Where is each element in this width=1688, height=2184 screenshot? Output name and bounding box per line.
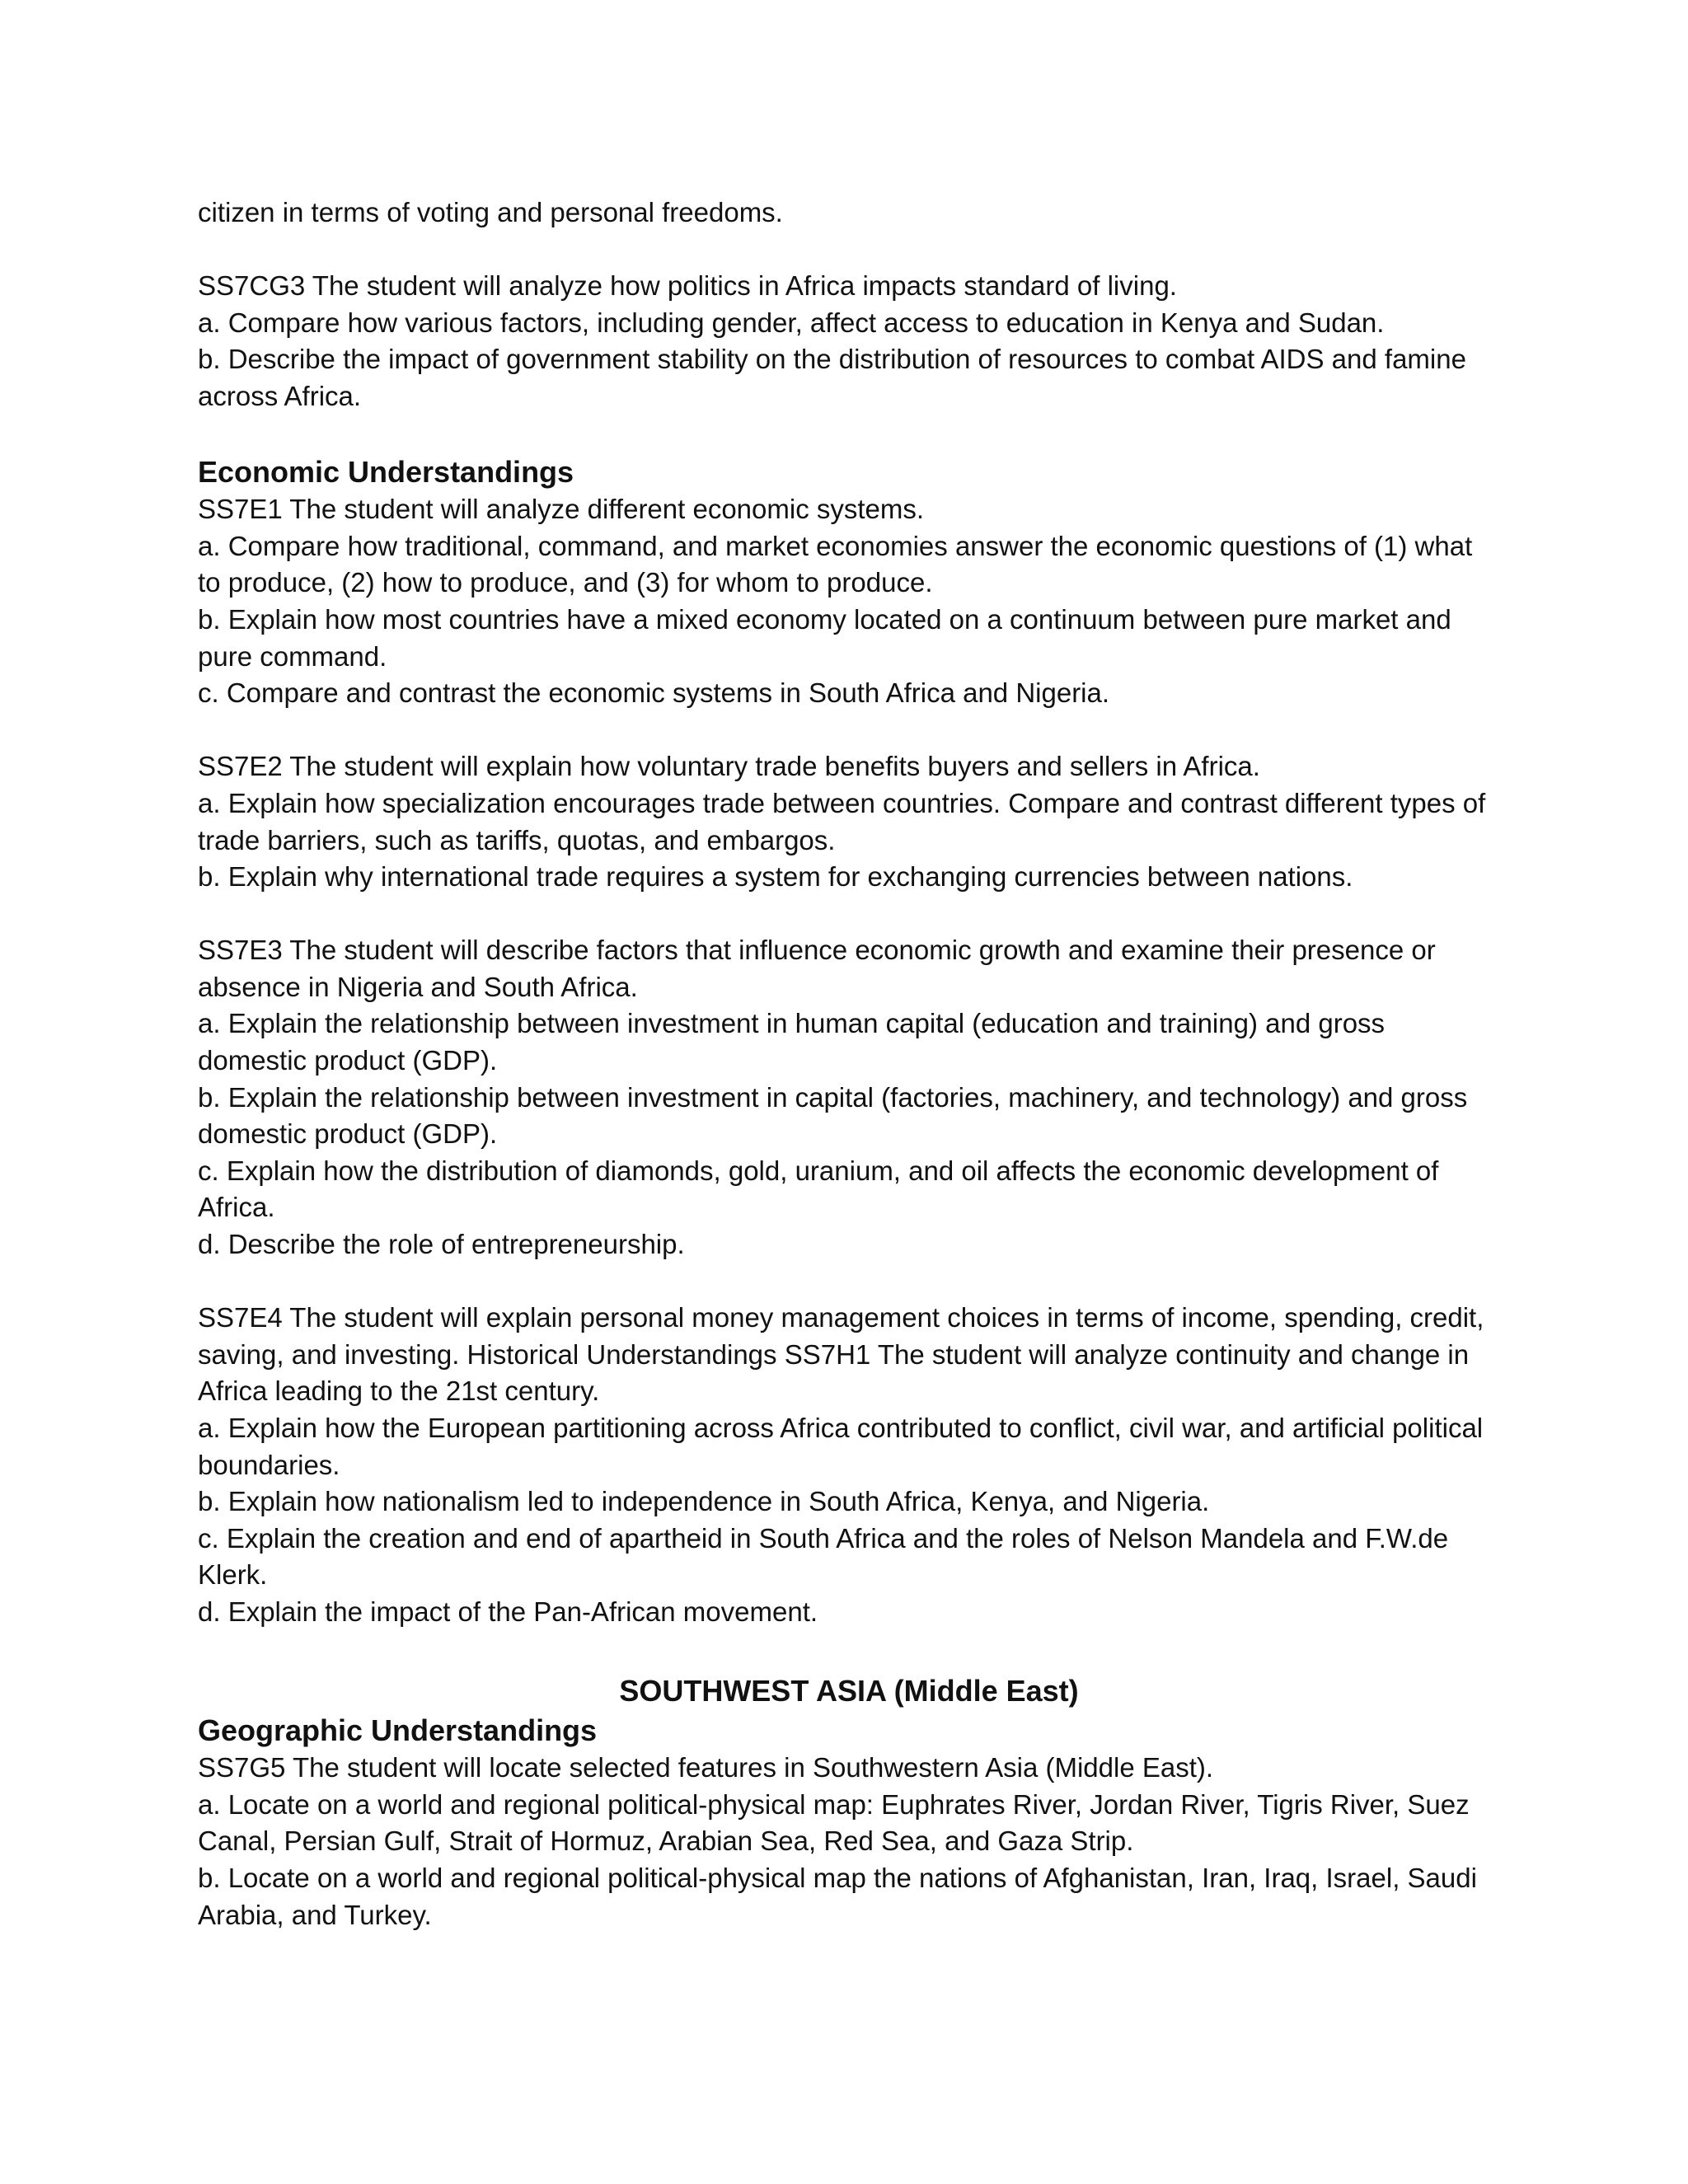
element-b: b. Describe the impact of government stability on the distribution of resources to combat AIDS and famine across Africa. [198,344,1466,411]
intro-paragraph [198,194,1500,232]
region-heading: SOUTHWEST ASIA (Middle East) [619,1674,1079,1708]
standard-text: SS7E1 The student will analyze different economic systems. [198,494,925,525]
intro-text: citizen in terms of voting and personal freedoms. [198,197,783,227]
element-b: b. Explain why international trade requires a system for exchanging currencies between nations. [198,861,1353,893]
element-c: c. Compare and contrast the economic systems in South Africa and Nigeria. [198,677,1110,709]
element-b: b. Explain the relationship between investment in capital (factories, machinery, and technology) and gross domestic product (GDP). [198,1081,1468,1150]
standard-text: SS7G5 The student will locate selected features in Southwestern Asia (Middle East). [198,1752,1214,1783]
standard-ss7e1 [198,491,1500,712]
geographic-understandings-heading: Geographic Understandings [198,1713,598,1748]
standard-ss7e2 [198,748,1500,895]
standard-ss7g5 [198,1750,1500,1933]
element-a: a. Explain the relationship between investment in human capital (education and training) and gross domestic product (GDP). [198,1008,1386,1076]
element-b: b. Locate on a world and regional political-physical map the nations of Afghanistan, Iran, Iraq, Israel, Saudi Arabia, and Turkey. [198,1862,1477,1930]
element-b: b. Explain how nationalism led to independence in South Africa, Kenya, and Nigeria. [198,1486,1210,1517]
element-a: a. Explain how the European partitioning across Africa contributed to conflict, civil war, and artificial political boundaries. [198,1413,1484,1480]
standard-text: SS7CG3 The student will analyze how politics in Africa impacts standard of living. [198,270,1177,302]
standard-ss7e4 [198,1300,1500,1630]
standard-text: SS7E2 The student will explain how voluntary trade benefits buyers and sellers in Africa. [198,751,1260,782]
standard-text: SS7E3 The student will describe factors that influence economic growth and examine their presence or absence in Nigeria and South Africa. [198,935,1436,1002]
standard-text: SS7E4 The student will explain personal money management choices in terms of income, spending, credit, saving, and investing. Historical Understandings SS7H1 The student will analyze continuity and change in Africa leading to the 21st century. [198,1302,1484,1407]
element-d: d. Explain the impact of the Pan-African movement. [198,1596,818,1627]
element-c: c. Explain how the distribution of diamonds, gold, uranium, and oil affects the economic development of Africa. [198,1155,1439,1223]
element-a: a. Locate on a world and regional political-physical map: Euphrates River, Jordan River, Tigris River, Suez Canal, Persian Gulf, Strait of Hormuz, Arabian Sea, Red Sea, and Gaza Strip. [198,1788,1470,1857]
economic-understandings-heading: Economic Understandings [198,455,574,490]
element-d: d. Describe the role of entrepreneurship. [198,1229,685,1260]
element-c: c. Explain the creation and end of apartheid in South Africa and the roles of Nelson Mandela and F.W.de Klerk. [198,1522,1449,1591]
element-b: b. Explain how most countries have a mixed economy located on a continuum between pure market and pure command. [198,603,1451,672]
standard-ss7cg3 [198,268,1500,415]
element-a: a. Explain how specialization encourages trade between countries. Compare and contrast different types of trade barriers, such as tariffs, quotas, and embargos. [198,787,1486,855]
document-body [198,194,1500,1933]
element-a: a. Compare how various factors, including gender, affect access to education in Kenya and Sudan. [198,307,1385,338]
standard-ss7e3 [198,932,1500,1263]
element-a: a. Compare how traditional, command, and market economies answer the economic questions of (1) what to produce, (2) how to produce, and (3) for whom to produce. [198,530,1473,598]
